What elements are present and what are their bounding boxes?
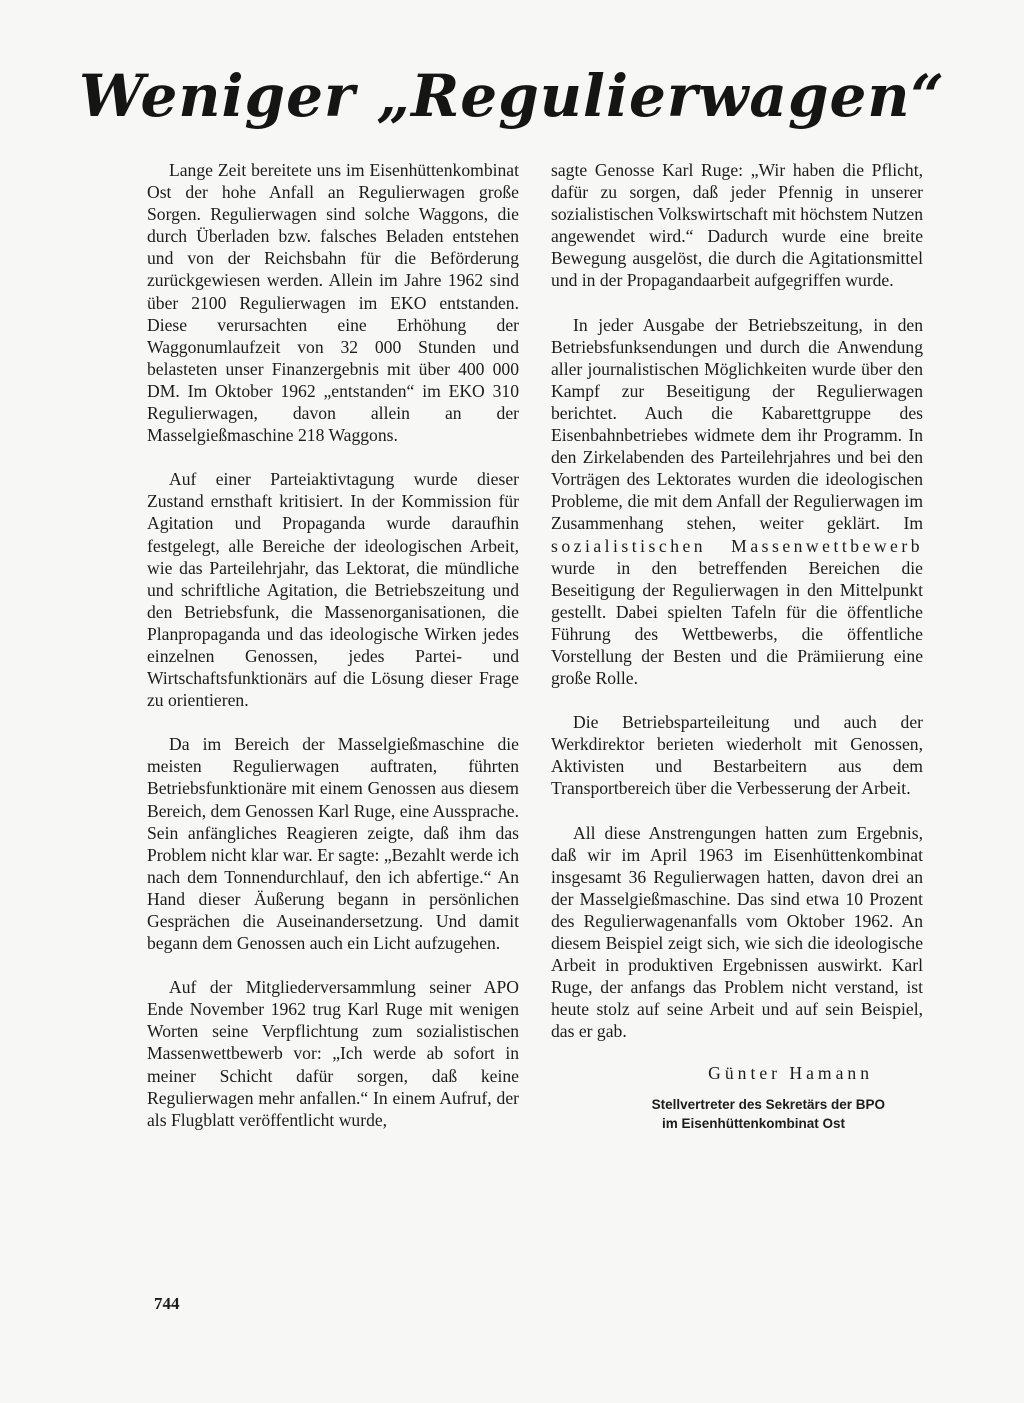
emphasized-text: sozialistischen Massenwettbewerb [551, 535, 923, 556]
author-role-line: im Eisenhüttenkombinat Ost [661, 1115, 845, 1131]
right-column [551, 159, 923, 1133]
paragraph: All diese Anstrengungen hatten zum Ergebnis, daß wir im April 1963 im Eisenhüttenkombinat insgesamt 36 Regulierwagen hatten, davon drei an der Masselgießmaschine. Das sind etwa 10 Prozent des Regulierwagenanfalls vom Oktober 1962. An diesem Beispiel zeigt sich, wie sich die ideologische Arbeit in produktiven Ergebnissen auswirkt. Karl Ruge, der anfangs das Problem nicht verstand, ist heute stolz auf seine Arbeit und auf sein Beispiel, das er gab. [551, 822, 923, 1042]
left-column [147, 159, 519, 1131]
paragraph: Da im Bereich der Masselgießmaschine die meisten Regulierwagen auftraten, führten Betriebsfunktionäre mit einem Genossen aus diesem Bereich, dem Genossen Karl Ruge, eine Aussprache. Sein anfängliches Reagieren zeigte, daß ihm das Problem nicht klar war. Er sagte: „Bezahlt werde ich nach dem Tonnendurchlauf, den ich abfertige.“ An Hand dieser Äußerung begann in persönlichen Gesprächen die Auseinandersetzung. Und damit begann dem Genossen auch ein Licht aufzugehen. [147, 734, 519, 954]
paragraph: Auf der Mitgliederversammlung seiner APO Ende November 1962 trug Karl Ruge mit wenigen Worten seine Verpflichtung zum sozialistischen Massenwettbewerb vor: „Ich werde ab sofort in meiner Schicht dafür sorgen, daß keine Regulierwagen mehr anfallen.“ In einem Aufruf, der als Flugblatt veröffentlicht wurde, [147, 977, 519, 1130]
author-name: Günter Hamann [708, 1063, 873, 1084]
paragraph: Die Betriebsparteileitung und auch der Werkdirektor berieten wiederholt mit Genossen, Aktivisten und Bestarbeitern aus dem Transportbereich über die Verbesserung der Arbeit. [551, 712, 923, 799]
paragraph: sagte Genosse Karl Ruge: „Wir haben die Pflicht, dafür zu sorgen, daß jeder Pfennig in unserer sozialistischen Volkswirtschaft mit höchstem Nutzen angewendet wird.“ Dadurch wurde eine breite Bewegung ausgelöst, die durch die Agitationsmittel und in der Propagandaarbeit aufgegriffen wurde. [551, 160, 923, 291]
paragraph-text: In jeder Ausgabe der Betriebszeitung, in den Betriebsfunksendungen und durch die Anwendung aller journalistischen Möglichkeiten wurde über den Kampf zur Beseitigung der Regulierwagen berichtet. Auch die Kabarettgruppe des Eisenbahnbetriebes widmete dem ihr Programm. In den Zirkelabenden des Parteilehrjahres und bei den Vorträgen des Lektorates wurden die ideologischen Probleme, die mit dem Anfall der Regulierwagen im Zusammenhang stehen, weiter geklärt. Im [551, 314, 923, 534]
paragraph: Lange Zeit bereitete uns im Eisenhüttenkombinat Ost der hohe Anfall an Regulierwagen große Sorgen. Regulierwagen sind solche Waggons, die durch Überladen bzw. falsches Beladen entstehen und von der Reichsbahn für die Beförderung zurückgewiesen werden. Allein im Jahre 1962 sind über 2100 Regulierwagen im EKO entstanden. Diese verursachten eine Erhöhung der Waggonumlaufzeit von 32 000 Stunden und belasteten unser Finanzergebnis mit über 400 000 DM. Im Oktober 1962 „entstanden“ im EKO 310 Regulierwagen, davon allein an der Masselgießmaschine 218 Waggons. [147, 160, 519, 446]
paragraph-text: wurde in den betreffenden Bereichen die Beseitigung der Regulierwagen in den Mittelpunkt gestellt. Dabei spielten Tafeln für die öffentliche Führung des Wettbewerbs, die öffentliche Vorstellung der Besten und die Prämiierung eine große Rolle. [551, 557, 923, 689]
paragraph [551, 314, 923, 690]
author-role [551, 1095, 923, 1133]
signature-block [551, 1062, 923, 1132]
paragraph: Auf einer Parteiaktivtagung wurde dieser Zustand ernsthaft kritisiert. In der Kommission für Agitation und Propaganda wurde daraufhin festgelegt, alle Bereiche der ideologischen Arbeit, wie das Parteilehrjahr, das Lektorat, die mündliche und schriftliche Agitation, die Betriebszeitung und den Betriebsfunk, die Massenorganisationen, die Planpropaganda und das ideologische Wirken jedes einzelnen Genossen, jedes Partei- und Wirtschaftsfunktionärs auf die Lösung dieser Frage zu orientieren. [147, 469, 519, 711]
page-number: 744 [154, 1294, 180, 1313]
page-title: Weniger „Regulierwagen“ [79, 62, 945, 130]
author-role-line: Stellvertreter des Sekretärs der BPO [651, 1096, 885, 1112]
